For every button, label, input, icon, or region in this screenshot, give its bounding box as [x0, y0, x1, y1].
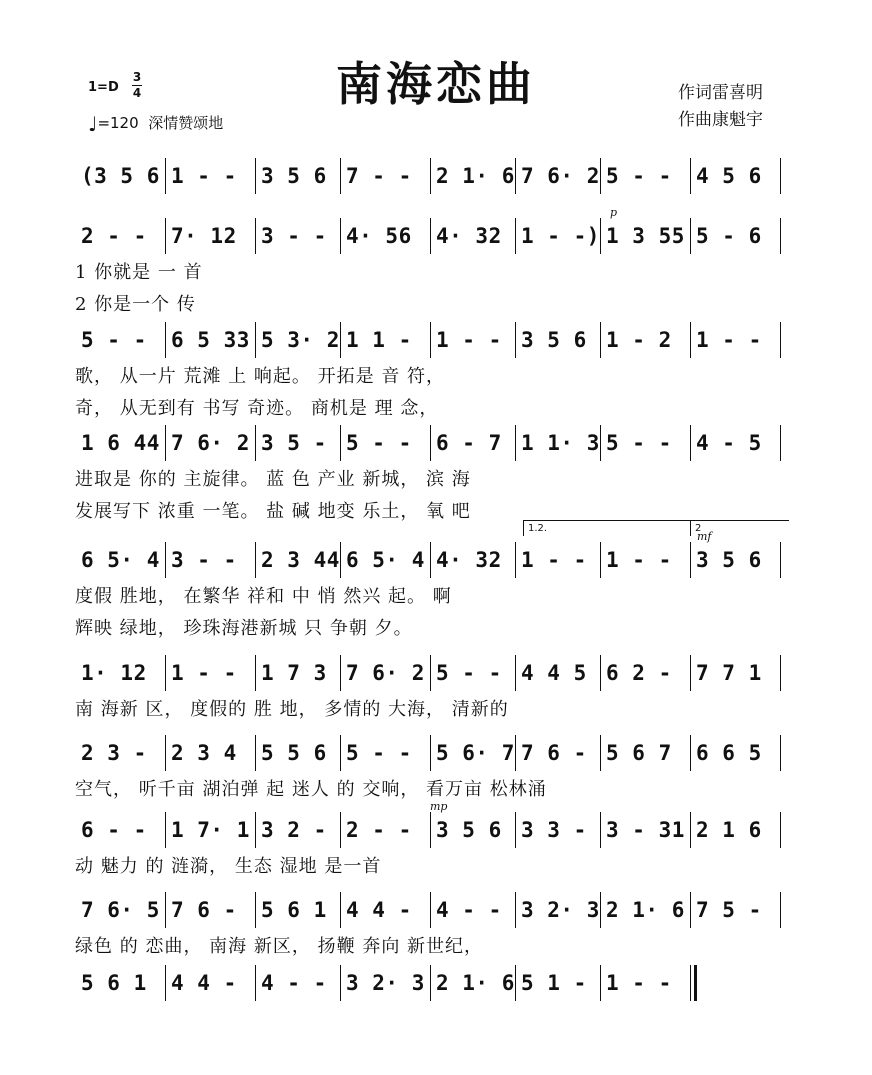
measure: 7 6· 5 — [81, 898, 160, 922]
notation-line — [75, 542, 795, 578]
measure: 4 5 6 — [696, 164, 762, 188]
measure: 1 - -) — [521, 224, 600, 248]
lyricist-credit: 作词雷喜明 — [678, 83, 763, 103]
lyric-line: 南 海新 区， 度假的 胜 地， 多情的 大海， 清新的 — [75, 699, 509, 720]
lyric-line: 2 你是一个 传 — [75, 294, 196, 315]
lyric-line: 空气， 听千亩 湖泊弹 起 迷人 的 交响， 看万亩 松林涌 — [75, 779, 547, 800]
measure: 4 - 5 — [696, 431, 762, 455]
measure: 1 1 - — [346, 328, 412, 352]
barline — [780, 158, 781, 194]
measure: 7 7 1 — [696, 661, 762, 685]
measure: 1 - - — [696, 328, 762, 352]
score-system — [75, 425, 795, 535]
score-header — [0, 0, 872, 150]
measure: 7 6 - — [521, 741, 587, 765]
measure: 7 6· 2 — [346, 661, 425, 685]
time-signature — [132, 70, 142, 101]
measure: 3 - - — [261, 224, 327, 248]
measure: 1 - - — [171, 164, 237, 188]
measure: 5 - - — [436, 661, 502, 685]
notation-line — [75, 812, 795, 848]
barline — [780, 218, 781, 254]
lyric-line: 1 你就是 一 首 — [75, 262, 203, 283]
measure: 3 5 6 — [696, 548, 762, 572]
measure: 3 5 6 — [521, 328, 587, 352]
barline — [780, 322, 781, 358]
measure: 4 - - — [261, 971, 327, 995]
measure: 5 - - — [606, 164, 672, 188]
measure: 2 3 - — [81, 741, 147, 765]
notation-line — [75, 425, 795, 461]
measure: 3 5 - — [261, 431, 327, 455]
volta-bracket: 1.2. — [523, 520, 692, 536]
measure: 1 7· 1 — [171, 818, 250, 842]
notation-line — [75, 655, 795, 691]
measure: 1 7 3 — [261, 661, 327, 685]
measure: 5 5 6 — [261, 741, 327, 765]
measure: 7 5 - — [696, 898, 762, 922]
measure: 2 1· 6 — [436, 164, 515, 188]
measure: 2 3 44 — [261, 548, 340, 572]
measure: 2 1· 6 — [436, 971, 515, 995]
lyric-line: 动 魅力 的 涟漪， 生态 湿地 是一首 — [75, 856, 382, 877]
measure: 4· 56 — [346, 224, 412, 248]
measure: 1· 12 — [81, 661, 147, 685]
measure: 7 6 - — [171, 898, 237, 922]
barline — [780, 735, 781, 771]
notation-line — [75, 892, 795, 928]
volta-bracket: 2 — [690, 520, 789, 536]
measure: 6 5· 4 — [81, 548, 160, 572]
score-system — [75, 523, 795, 652]
measure: 1 3 55 — [606, 224, 685, 248]
lyric-line: 歌， 从一片 荒滩 上 响起。 开拓是 音 符， — [75, 366, 446, 387]
lyric-line: 度假 胜地， 在繁华 祥和 中 悄 然兴 起。 啊 — [75, 586, 452, 607]
measure: 4 4 5 — [521, 661, 587, 685]
measure: 5 - - — [606, 431, 672, 455]
measure: 1 1· 3 — [521, 431, 600, 455]
measure: 5 6 7 — [606, 741, 672, 765]
measure: 5 - - — [346, 741, 412, 765]
measure: 5 3· 2 — [261, 328, 340, 352]
lyric-line: 辉映 绿地， 珍珠海港新城 只 争朝 夕。 — [75, 618, 413, 639]
score-system — [75, 322, 795, 432]
measure: 3 - - — [171, 548, 237, 572]
measure: 7 6· 2 — [171, 431, 250, 455]
measure: 4 4 - — [171, 971, 237, 995]
notation-line — [75, 965, 795, 1001]
measure: 3 2 - — [261, 818, 327, 842]
quarter-note-icon: ♩ — [88, 112, 98, 136]
measure: 2 1 6 — [696, 818, 762, 842]
song-title: 南海恋曲 — [336, 57, 536, 111]
measure: 1 - 2 — [606, 328, 672, 352]
measure: 3 5 6 — [436, 818, 502, 842]
measure: 4 - - — [436, 898, 502, 922]
measure: (3 5 6 — [81, 164, 160, 188]
notation-line — [75, 218, 795, 254]
measure: 7 6· 2 — [521, 164, 600, 188]
lyric-line: 绿色 的 恋曲， 南海 新区， 扬鞭 奔向 新世纪， — [75, 936, 484, 957]
final-barline — [694, 965, 697, 1001]
key-signature: 1=D — [88, 80, 119, 95]
measure: 6 - - — [81, 818, 147, 842]
measure: 1 - - — [521, 548, 587, 572]
dynamic-marking: mf — [697, 530, 712, 543]
measure: 1 - - — [606, 548, 672, 572]
measure: 7· 12 — [171, 224, 237, 248]
measure: 3 - 31 — [606, 818, 685, 842]
measure: 2 1· 6 — [606, 898, 685, 922]
measure: 4· 32 — [436, 548, 502, 572]
measure: 5 6 1 — [81, 971, 147, 995]
measure: 6 - 7 — [436, 431, 502, 455]
measure: 2 - - — [346, 818, 412, 842]
measure: 5 6 1 — [261, 898, 327, 922]
measure: 1 - - — [436, 328, 502, 352]
lyric-line: 奇， 从无到有 书写 奇迹。 商机是 理 念， — [75, 398, 439, 419]
tempo-marking — [88, 112, 223, 136]
notation-line — [75, 158, 795, 194]
measure: 7 - - — [346, 164, 412, 188]
measure: 3 3 - — [521, 818, 587, 842]
measure: 1 - - — [171, 661, 237, 685]
measure: 4 4 - — [346, 898, 412, 922]
measure: 3 2· 3 — [521, 898, 600, 922]
notation-line — [75, 322, 795, 358]
measure: 5 - - — [81, 328, 147, 352]
time-signature-top: 3 — [132, 70, 142, 84]
measure: 3 2· 3 — [346, 971, 425, 995]
barline — [780, 812, 781, 848]
dynamic-marking: mp — [430, 800, 448, 813]
measure: 5 - 6 — [696, 224, 762, 248]
score-system — [75, 965, 795, 1075]
lyric-line: 进取是 你的 主旋律。 蓝 色 产业 新城， 滨 海 — [75, 469, 471, 490]
composer-credit: 作曲康魁宇 — [678, 110, 763, 130]
measure: 1 - - — [606, 971, 672, 995]
barline — [780, 892, 781, 928]
measure: 3 5 6 — [261, 164, 327, 188]
measure: 5 6· 7 — [436, 741, 515, 765]
measure: 2 - - — [81, 224, 147, 248]
dynamic-marking: p — [610, 206, 618, 219]
measure: 6 5 33 — [171, 328, 250, 352]
score-system — [75, 206, 795, 328]
measure: 4· 32 — [436, 224, 502, 248]
barline — [780, 542, 781, 578]
tempo-value: =120 — [97, 114, 139, 132]
measure: 1 6 44 — [81, 431, 160, 455]
measure: 6 2 - — [606, 661, 672, 685]
credits — [678, 80, 763, 134]
measure: 2 3 4 — [171, 741, 237, 765]
barline — [780, 655, 781, 691]
notation-line — [75, 735, 795, 771]
measure: 5 1 - — [521, 971, 587, 995]
measure: 5 - - — [346, 431, 412, 455]
time-signature-bottom: 4 — [132, 86, 142, 100]
measure: 6 6 5 — [696, 741, 762, 765]
lyric-line: 发展写下 浓重 一笔。 盐 碱 地变 乐土， 氧 吧 — [75, 501, 471, 522]
measure: 6 5· 4 — [346, 548, 425, 572]
barline — [690, 965, 691, 1001]
expression-text: 深情赞颂地 — [148, 114, 224, 132]
barline — [780, 425, 781, 461]
